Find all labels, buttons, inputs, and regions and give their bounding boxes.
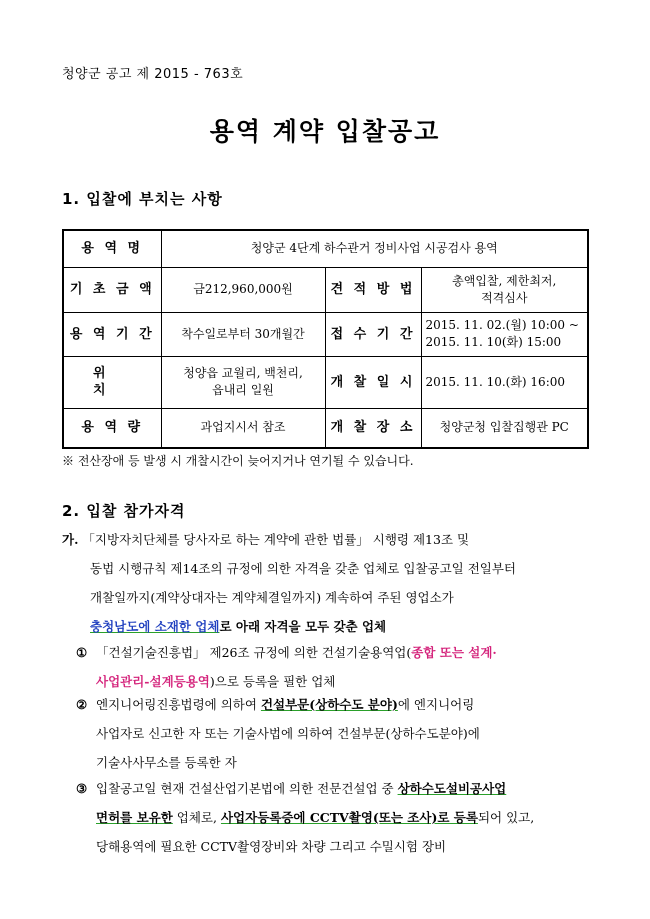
item3-text: 입찰공고일 현재 건설산업기본법에 의한 전문건설업 중 — [96, 781, 398, 796]
item-marker-ga: 가. — [62, 532, 79, 547]
item3-text-cont2: 되어 있고, — [477, 810, 535, 825]
value-service-period: 착수일로부터 30개월간 — [161, 312, 325, 356]
value-location — [161, 356, 325, 408]
outage-note: ※ 전산장애 등 발생 시 개찰시간이 늦어지거나 연기될 수 있습니다. — [62, 454, 414, 468]
ga-line2: 동법 시행규칙 제14조의 규정에 의한 자격을 갖춘 업체로 입찰공고일 전일부터 — [90, 561, 516, 576]
item2-text-cont: 에 엔지니어링 — [397, 697, 475, 712]
item1-text: 「건설기술진흥법」 제26조 규정에 의한 건설기술용역업( — [96, 645, 412, 660]
item2-text: 엔지니어링진흥법령에 의하여 — [96, 697, 261, 712]
item2-line2: 사업자로 신고한 자 또는 기술사법에 의하여 건설부문(상하수도분야)에 — [96, 726, 480, 741]
estimate-method-line2: 적격심사 — [481, 290, 528, 305]
label-service-volume: 용 역 량 — [63, 408, 161, 448]
item3-text-cont: 업체로, — [172, 810, 221, 825]
receipt-period-line1: 2015. 11. 02.(월) 10:00 ~ — [425, 318, 579, 332]
qualification-ga — [62, 525, 592, 641]
ga-line4-rest: 로 아래 자격을 모두 갖춘 업체 — [219, 619, 387, 634]
value-service-volume: 과업지시서 참조 — [161, 408, 325, 448]
value-estimate-method — [421, 267, 588, 312]
item1-highlight-b: 사업관리-설계등용역 — [96, 674, 210, 689]
ga-region-highlight: 충청남도에 소재한 업체 — [90, 619, 220, 634]
table-row — [63, 408, 588, 448]
table-row — [63, 312, 588, 356]
bid-info-table — [62, 229, 589, 449]
location-line1: 청양읍 교월리, 백천리, — [183, 366, 303, 380]
item2-line3: 기술사사무소를 등록한 자 — [96, 755, 237, 770]
item-number: ② — [76, 697, 88, 712]
qualification-item-2 — [76, 690, 592, 777]
notice-number: 청양군 공고 제 2015 - 763호 — [62, 67, 244, 82]
ga-line1: 「지방자치단체를 당사자로 하는 계약에 관한 법률」 시행령 제13조 및 — [82, 532, 470, 547]
item2-highlight: 건설부문(상하수도 분야) — [260, 697, 398, 712]
receipt-period-line2: 2015. 11. 10(화) 15:00 — [425, 335, 562, 349]
item1-text-end: )으로 등록을 필한 업체 — [209, 674, 336, 689]
label-base-amount: 기 초 금 액 — [63, 267, 161, 312]
value-receipt-period — [421, 312, 588, 356]
table-row — [63, 356, 588, 408]
value-service-name: 청양군 4단계 하수관거 정비사업 시공검사 용역 — [161, 230, 588, 267]
label-estimate-method: 견 적 방 법 — [325, 267, 421, 312]
item3-highlight-license: 상하수도설비공사업 — [397, 781, 507, 796]
location-line2: 읍내리 일원 — [212, 383, 274, 397]
item-number: ① — [76, 645, 88, 660]
label-opening-place: 개 찰 장 소 — [325, 408, 421, 448]
item3-highlight-hold: 면허를 보유한 — [96, 810, 173, 825]
item3-line3: 당해용역에 필요한 CCTV촬영장비와 차량 그리고 수밀시험 장비 — [96, 839, 447, 854]
qualification-item-3 — [76, 774, 592, 861]
item1-highlight-a: 종합 또는 설계· — [411, 645, 497, 660]
value-opening-place: 청양군청 입찰집행관 PC — [421, 408, 588, 448]
label-opening-datetime: 개 찰 일 시 — [325, 356, 421, 408]
item-number: ③ — [76, 781, 88, 796]
document-title: 용역 계약 입찰공고 — [209, 117, 441, 146]
section2-heading: 2. 입찰 참가자격 — [62, 502, 186, 520]
label-service-period: 용 역 기 간 — [63, 312, 161, 356]
table-row — [63, 230, 588, 267]
ga-line3: 개찰일까지(계약상대자는 계약체결일까지) 계속하여 주된 영업소가 — [90, 590, 454, 605]
estimate-method-line1: 총액입찰, 제한최저, — [452, 273, 557, 288]
label-location: 위 치 — [63, 356, 161, 408]
section1-heading: 1. 입찰에 부치는 사항 — [62, 190, 223, 208]
item3-highlight-cctv: 사업자등록증에 CCTV촬영(또는 조사)로 등록 — [220, 810, 478, 825]
table-row — [63, 267, 588, 312]
value-base-amount: 금212,960,000원 — [161, 267, 325, 312]
label-service-name: 용 역 명 — [63, 230, 161, 267]
qualification-item-1 — [76, 638, 592, 696]
value-opening-datetime: 2015. 11. 10.(화) 16:00 — [421, 356, 588, 408]
label-receipt-period: 접 수 기 간 — [325, 312, 421, 356]
